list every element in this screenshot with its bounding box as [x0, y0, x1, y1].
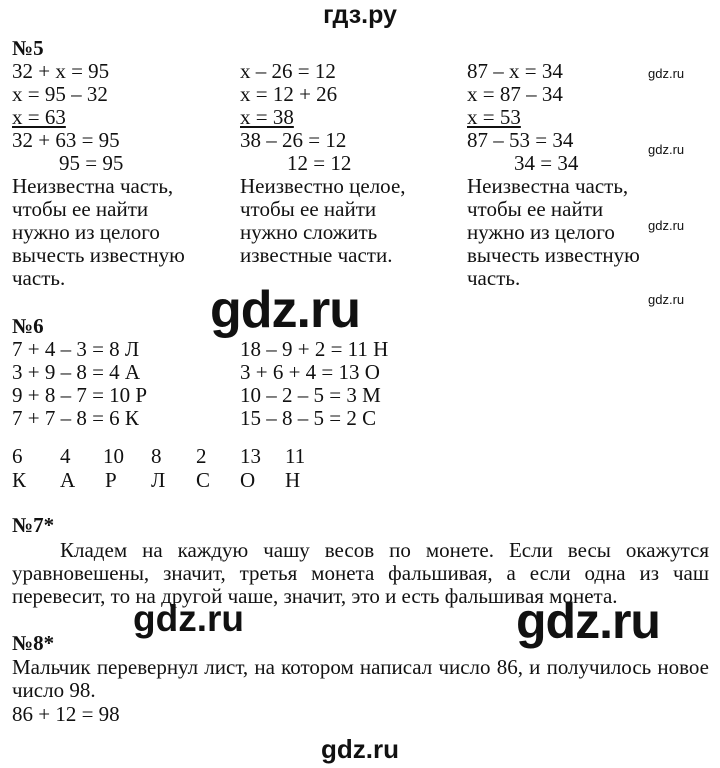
answer-line: x = 63	[12, 105, 66, 129]
decode-letter: С	[196, 468, 211, 492]
watermark-large: gdz.ru	[516, 593, 660, 649]
exercise-7-title: №7*	[12, 513, 55, 537]
rule-text: нужно из целого	[467, 220, 615, 244]
check-line: 38 – 26 = 12	[240, 128, 347, 152]
equation-line: 32 + x = 95	[12, 59, 110, 83]
watermark-small: gdz.ru	[648, 142, 685, 157]
decode-number: 10	[103, 444, 124, 468]
decode-letter: К	[12, 468, 27, 492]
watermark-medium: gdz.ru	[133, 598, 244, 639]
rule-text: часть.	[12, 266, 66, 290]
rule-text: вычесть известную	[12, 243, 185, 267]
equation-line: 7 + 7 – 8 = 6 К	[12, 406, 139, 430]
rule-text: Неизвестна часть,	[467, 174, 629, 198]
equation-line: 87 – x = 34	[467, 59, 563, 83]
equation-line: 10 – 2 – 5 = 3 М	[240, 383, 381, 407]
decode-letter: Л	[151, 468, 166, 492]
watermark-small: gdz.ru	[648, 292, 685, 307]
equation-line: x = 95 – 32	[12, 82, 108, 106]
decode-letter: А	[60, 468, 76, 492]
exercise-8-text: Мальчик перевернул лист, на котором написал число 86, и получилось новое число 98.	[12, 655, 709, 702]
exercise-5-title: №5	[12, 36, 44, 60]
rule-text: известные части.	[240, 243, 393, 267]
watermark-small: gdz.ru	[648, 66, 685, 81]
exercise-6-right-equations	[240, 338, 388, 430]
rule-text: нужно сложить	[240, 220, 378, 244]
footer-watermark: gdz.ru	[321, 734, 399, 764]
check-line: 34 = 34	[514, 151, 579, 175]
answer-line: x = 38	[240, 105, 294, 129]
decode-number: 4	[60, 444, 71, 468]
decode-letter: Р	[105, 468, 117, 492]
rule-text: Неизвестна часть,	[12, 174, 174, 198]
check-line: 87 – 53 = 34	[467, 128, 574, 152]
exercise-5-column-1	[12, 60, 185, 290]
decode-number: 2	[196, 444, 207, 468]
exercise-8-title: №8*	[12, 631, 55, 655]
check-line: 12 = 12	[287, 151, 352, 175]
exercise-8-equation: 86 + 12 = 98	[12, 702, 120, 726]
rule-text: чтобы ее найти	[12, 197, 149, 221]
rule-text: часть.	[467, 266, 521, 290]
equation-line: 18 – 9 + 2 = 11 Н	[240, 337, 389, 361]
exercise-5-column-2	[240, 60, 406, 267]
equation-line: x = 12 + 26	[240, 82, 338, 106]
decode-letter: Н	[285, 468, 301, 492]
equation-line: 3 + 6 + 4 = 13 О	[240, 360, 380, 384]
decode-number: 8	[151, 444, 162, 468]
equation-line: 3 + 9 – 8 = 4 А	[12, 360, 141, 384]
exercise-5-column-3	[467, 60, 640, 290]
equation-line: x – 26 = 12	[240, 59, 336, 83]
equation-line: 15 – 8 – 5 = 2 С	[240, 406, 377, 430]
exercise-6-title: №6	[12, 314, 44, 338]
equation-line: 9 + 8 – 7 = 10 Р	[12, 383, 148, 407]
rule-text: Неизвестно целое,	[240, 174, 406, 198]
decode-number: 6	[12, 444, 23, 468]
rule-text: чтобы ее найти	[467, 197, 604, 221]
exercise-6-left-equations	[12, 338, 147, 430]
exercise-7-text: Кладем на каждую чашу весов по монете. Если весы окажутся уравновешены, значит, третья монета фальшивая, а если одна из чаш перевесит, то на другой чаше, значит, это и есть фальшивая монета.	[12, 538, 709, 608]
watermark-large: gdz.ru	[210, 281, 360, 339]
equation-line: x = 87 – 34	[467, 82, 563, 106]
page-header: гдз.ру	[323, 1, 397, 29]
check-line: 32 + 63 = 95	[12, 128, 120, 152]
rule-text: чтобы ее найти	[240, 197, 377, 221]
rule-text: вычесть известную	[467, 243, 640, 267]
answer-line: x = 53	[467, 105, 521, 129]
decode-number: 13	[240, 444, 261, 468]
decode-letter: О	[240, 468, 256, 492]
equation-line: 7 + 4 – 3 = 8 Л	[12, 337, 140, 361]
rule-text: нужно из целого	[12, 220, 160, 244]
decode-number: 11	[285, 444, 306, 468]
check-line: 95 = 95	[59, 151, 124, 175]
watermark-small: gdz.ru	[648, 218, 685, 233]
